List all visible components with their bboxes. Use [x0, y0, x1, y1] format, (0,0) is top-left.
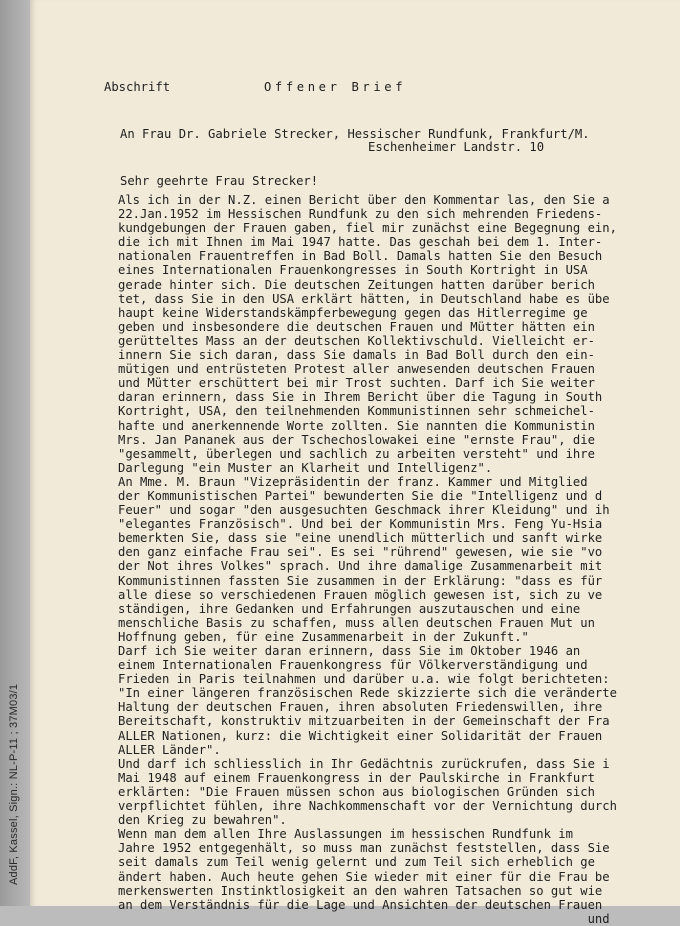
- body-line: ALLER Nationen, kurz: die Wichtigkeit einer Solidarität der Frauen: [118, 728, 603, 743]
- body-line: Hoffnung geben, für eine Zusammenarbeit in der Zukunft.": [118, 629, 529, 644]
- body-line: Als ich in der N.Z. einen Bericht über den Kommentar las, den Sie a: [118, 193, 610, 207]
- body-line: Haltung der deutschen Frauen, ihren absoluten Friedenswillen, ihre: [118, 700, 603, 715]
- body-line: einem Internationalen Frauenkongress für Völkerverständigung und: [118, 658, 588, 673]
- body-line: daran erinnern, dass Sie in Ihrem Bericht über die Tagung in South: [118, 390, 603, 405]
- recipient-address-line-1: An Frau Dr. Gabriele Strecker, Hessischer Rundfunk, Frankfurt/M.: [120, 127, 590, 141]
- copy-label: Abschrift: [104, 80, 171, 94]
- body-line: den Krieg zu bewahren".: [118, 813, 287, 828]
- body-line: haupt keine Widerstandskämpferbewegung gegen das Hitlerregime ge: [118, 305, 588, 320]
- body-line: die ich mit Ihnen im Mai 1947 hatte. Das geschah bei dem 1. Inter-: [118, 235, 603, 250]
- body-line: mütigen und entrüsteten Protest aller anwesenden deutschen Frauen: [118, 362, 595, 377]
- body-line: und Mütter erschüttert bei mir Trost suchten. Darf ich Sie weiter: [118, 376, 595, 391]
- letter-page: [30, 0, 680, 926]
- body-line: gerütteltes Mass an der deutschen Kollektivschuld. Vielleicht er-: [118, 333, 595, 348]
- body-line: an dem Verständnis für die Lage und Ansichten der deutschen Frauen: [118, 897, 603, 912]
- body-line: Darf ich Sie weiter daran erinnern, dass Sie im Oktober 1946 an: [118, 644, 581, 658]
- body-line: "gesammelt, überlegen und sachlich zu arbeiten versteht" und ihre: [118, 446, 595, 461]
- body-line: kundgebungen der Frauen gaben, fiel mir zunächst eine Begegnung ein,: [118, 221, 617, 236]
- body-line: Wenn man dem allen Ihre Auslassungen im hessischen Rundfunk im: [118, 827, 573, 842]
- body-line: Feuer" und sogar "den ausgesuchten Geschmack ihrer Kleidung" und ih: [118, 503, 610, 518]
- body-line: menschliche Basis zu schaffen, muss allen deutschen Frauen Mut un: [118, 615, 595, 630]
- body-line: Jahre 1952 entgegenhält, so muss man zunächst feststellen, dass Sie: [118, 841, 610, 856]
- body-line: nationalen Frauentreffen in Bad Boll. Damals hatten Sie den Besuch: [118, 249, 603, 264]
- body-line: ständigen, ihre Gedanken und Erfahrungen auszutauschen und eine: [118, 601, 581, 616]
- body-line: der Not ihres Volkes" sprach. Und ihre damalige Zusammenarbeit mit: [118, 559, 603, 574]
- body-line: An Mme. M. Braun "Vizepräsidentin der franz. Kammer und Mitglied: [118, 474, 588, 489]
- body-line: gerade hinter sich. Die deutschen Zeitungen hatten darüber berich: [118, 277, 595, 292]
- body-line: tet, dass Sie in den USA erklärt hätten, in Deutschland habe es übe: [118, 291, 610, 306]
- body-line: ändert haben. Auch heute gehen Sie wieder mit einer für die Frau be: [118, 869, 610, 884]
- body-line: innern Sie sich daran, dass Sie damals in Bad Boll durch den ein-: [118, 348, 595, 363]
- body-line: verpflichtet fühlen, ihre Nachkommenschaft vor der Vernichtung durch: [118, 799, 617, 814]
- body-line: den ganz einfache Frau sei". Es sei "rührend" gewesen, wie sie "vo: [118, 545, 603, 560]
- body-line: hafte und anerkennende Worte zollten. Sie nannten die Kommunistin: [118, 418, 595, 433]
- body-line: Darlegung "ein Muster an Klarheit und Intelligenz".: [118, 460, 493, 475]
- letter-title: Offener Brief: [264, 80, 407, 94]
- body-line: Frieden in Paris teilnahmen und darüber u.a. wie folgt berichteten:: [118, 672, 610, 687]
- salutation: Sehr geehrte Frau Strecker!: [120, 174, 319, 188]
- body-line: seit damals zum Teil wenig gelernt und zum Teil sich erheblich ge: [118, 855, 595, 870]
- body-line: Mrs. Jan Pananek aus der Tschechoslowakei eine "ernste Frau", die: [118, 432, 595, 447]
- body-line: ALLER Länder".: [118, 742, 221, 757]
- body-line: 22.Jan.1952 im Hessischen Rundfunk zu den sich mehrenden Friedens-: [118, 207, 603, 222]
- body-line: "In einer längeren französischen Rede skizzierte sich die veränderte: [118, 686, 617, 701]
- body-line: eines Internationalen Frauenkongresses in South Kortright in USA: [118, 263, 588, 278]
- body-line: alle diese so verschiedenen Frauen möglich gewesen ist, sich zu ve: [118, 587, 603, 602]
- body-line: "elegantes Französisch". Und bei der Kommunistin Mrs. Feng Yu-Hsia: [118, 517, 603, 532]
- body-line: der Kommunistischen Partei" bewunderten Sie die "Intelligenz und d: [118, 488, 603, 503]
- recipient-address-line-2: Eschenheimer Landstr. 10: [368, 140, 545, 154]
- archive-signature-label: AddF, Kassel, Sign.: NL-P-11 ; 37M03/1: [8, 683, 20, 885]
- body-line: Bereitschaft, konstruktiv mitzuarbeiten in der Gemeinschaft der Fra: [118, 714, 610, 729]
- body-line: Kommunistinnen fassten Sie zusammen in der Erklärung: "dass es für: [118, 573, 603, 588]
- body-line: merkenswerten Instinktlosigkeit an den wahren Tatsachen so gut wie: [118, 883, 603, 898]
- letter-body: [118, 193, 678, 926]
- body-line: Kortright, USA, den teilnehmenden Kommunistinnen sehr schmeichel-: [118, 404, 595, 419]
- body-line: und: [118, 911, 610, 926]
- body-line: bemerkten Sie, dass sie "eine unendlich mütterlich und sanft wirke: [118, 531, 603, 546]
- body-line: Und darf ich schliesslich in Ihr Gedächtnis zurückrufen, dass Sie i: [118, 756, 610, 771]
- body-line: geben und insbesondere die deutschen Frauen und Mütter hätten ein: [118, 319, 595, 334]
- body-line: erklärten: "Die Frauen müssen schon aus biologischen Gründen sich: [118, 784, 595, 799]
- body-line: Mai 1948 auf einem Frauenkongress in der Paulskirche in Frankfurt: [118, 770, 595, 785]
